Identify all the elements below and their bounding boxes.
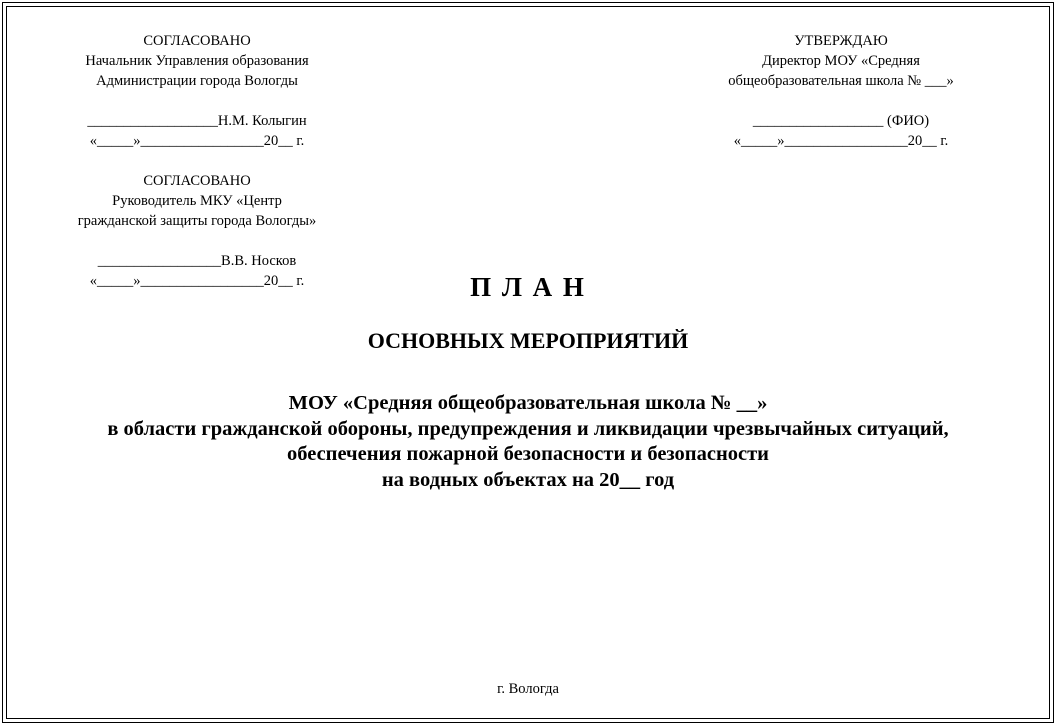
agreed-position-line-2: Администрации города Вологды xyxy=(96,73,298,89)
main-title-line-1: МОУ «Средняя общеобразовательная школа № __» xyxy=(288,392,768,414)
spacer xyxy=(42,91,352,111)
agreed-label: СОГЛАСОВАНО xyxy=(143,33,251,49)
agreed-label: СОГЛАСОВАНО xyxy=(143,173,251,189)
main-title xyxy=(0,391,1056,493)
approved-signature-line: __________________ (ФИО) xyxy=(752,113,930,129)
agreed-position-line-1: Начальник Управления образования xyxy=(85,53,309,69)
spacer xyxy=(42,231,352,251)
agreed-block-education xyxy=(42,31,352,151)
main-title-line-4: на водных объектах на 20__ год xyxy=(381,468,675,491)
agreed-date-line: «_____»_________________20__ г. xyxy=(89,133,305,149)
agreed-position-line-1: Руководитель МКУ «Центр xyxy=(112,193,282,209)
agreed-date-line: «_____»_________________20__ г. xyxy=(89,273,305,289)
agreed-position-line-2: гражданской защиты города Вологды» xyxy=(77,213,317,229)
city-footer: г. Вологда xyxy=(497,681,559,697)
main-title-line-3: обеспечения пожарной безопасности и безопасности xyxy=(286,443,769,465)
approved-position-line-1: Директор МОУ «Средняя xyxy=(762,53,920,69)
approved-date-line: «_____»_________________20__ г. xyxy=(733,133,949,149)
spacer xyxy=(686,91,996,111)
agreed-signature-line: __________________Н.М. Колыгин xyxy=(87,113,307,129)
subtitle-heading: ОСНОВНЫХ МЕРОПРИЯТИЙ xyxy=(367,328,689,353)
agreed-signature-line: _________________В.В. Носков xyxy=(97,253,297,269)
approved-block-director xyxy=(686,31,996,151)
main-title-line-2: в области гражданской обороны, предупреждения и ликвидации чрезвычайных ситуаций, xyxy=(107,417,949,440)
approved-label: УТВЕРЖДАЮ xyxy=(794,33,888,49)
approved-position-line-2: общеобразовательная школа № ___» xyxy=(728,73,954,89)
plan-heading: П Л А Н xyxy=(470,272,586,302)
